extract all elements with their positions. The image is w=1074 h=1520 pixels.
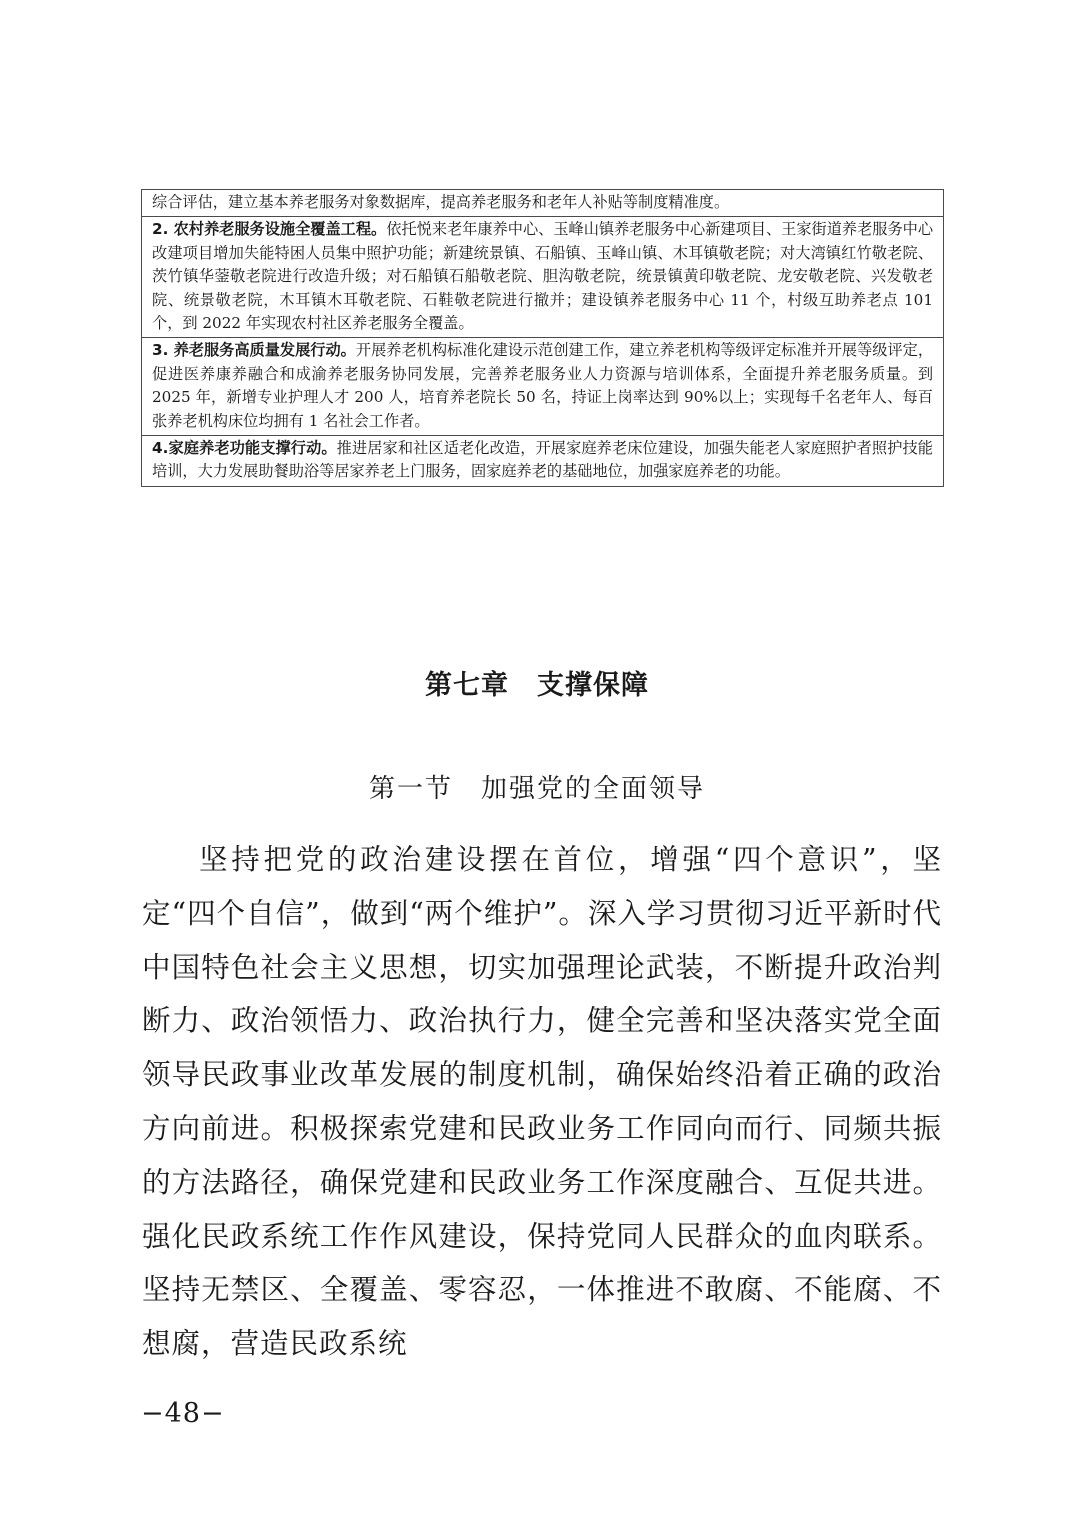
row-heading: 3. 养老服务高质量发展行动。 bbox=[152, 341, 356, 360]
row-text: 依托悦来老年康养中心、玉峰山镇养老服务中心新建项目、王家街道养老服务中心改建项目增加失能特困人员集中照护功能；新建统景镇、石船镇、玉峰山镇、木耳镇敬老院；对大湾镇红竹敬老院、茨竹镇华蓥敬老院进行改造升级；对石船镇石船敬老院、胆沟敬老院，统景镇黄印敬老院、龙安敬老院、兴发敬老院、统景敬老院，木耳镇木耳敬老院、石鞋敬老院进行撤并；建设镇养老服务中心 11 个，村级互助养老点 101 个，到 2022 年实现农村社区养老服务全覆盖。 bbox=[152, 220, 933, 333]
chapter-title: 第七章 支撑保障 bbox=[425, 670, 649, 701]
table-row bbox=[142, 436, 944, 487]
body-paragraph: 坚持把党的政治建设摆在首位，增强“四个意识”，坚定“四个自信”，做到“两个维护”。深入学习贯彻习近平新时代中国特色社会主义思想，切实加强理论武装，不断提升政治判断力、政治领悟力、政治执行力，健全完善和坚决落实党全面领导民政事业改革发展的制度机制，确保始终沿着正确的政治方向前进。积极探索党建和民政业务工作同向而行、同频共振的方法路径，确保党建和民政业务工作深度融合、互促共进。强化民政系统工作作风建设，保持党同人民群众的血肉联系。坚持无禁区、全覆盖、零容忍，一体推进不敢腐、不能腐、不想腐，营造民政系统 bbox=[142, 843, 942, 1361]
table-cell bbox=[142, 338, 944, 436]
page-number: −48− bbox=[141, 1398, 225, 1429]
section-title: 第一节 加强党的全面领导 bbox=[368, 774, 705, 804]
table-cell bbox=[142, 217, 944, 338]
table-cell bbox=[142, 190, 944, 217]
row-text: 开展养老机构标准化建设示范创建工作，建立养老机构等级评定标准并开展等级评定，促进医养康养融合和成渝养老服务协同发展，完善养老服务业人力资源与培训体系，全面提升养老服务质量。到 2025 年，新增专业护理人才 200 人，培育养老院长 50 名，持证上岗率达到 90%以上；实现每千名老年人、每百张养老机构床位均拥有 1 名社会工作者。 bbox=[152, 341, 933, 430]
row-heading: 4.家庭养老功能支撑行动。 bbox=[152, 439, 337, 458]
table-row bbox=[142, 190, 944, 217]
row-text: 综合评估，建立基本养老服务对象数据库，提高养老服务和老年人补贴等制度精准度。 bbox=[152, 193, 730, 211]
table-row bbox=[142, 217, 944, 338]
table-cell bbox=[142, 436, 944, 487]
table-row bbox=[142, 338, 944, 436]
row-heading: 2. 农村养老服务设施全覆盖工程。 bbox=[152, 220, 387, 239]
row-text: 推进居家和社区适老化改造，开展家庭养老床位建设，加强失能老人家庭照护者照护技能培训，大力发展助餐助浴等居家养老上门服务，固家庭养老的基础地位，加强家庭养老的功能。 bbox=[152, 439, 933, 481]
project-table bbox=[141, 189, 944, 487]
